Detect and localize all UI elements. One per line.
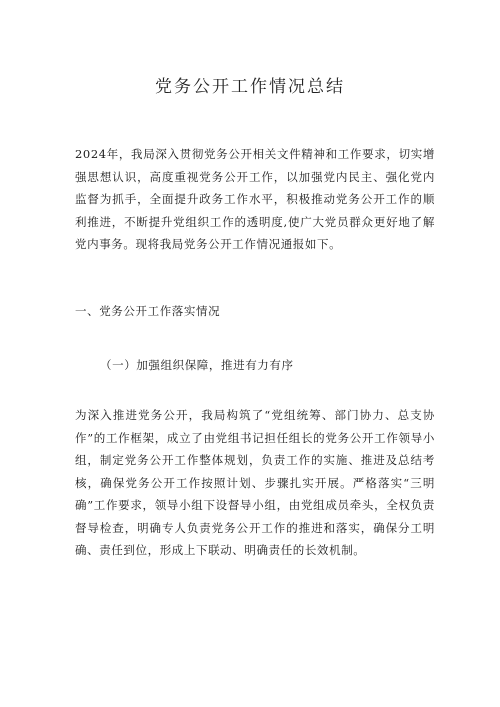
subsection-heading: （一）加强组织保障，推进有力有序 <box>100 358 294 372</box>
body-paragraph: 为深入推进党务公开，我局构筑了“党组统筹、部门协力、总支协作”的工作框架，成立了由党组书记担任组长的党务公开工作领导小组，制定党务公开工作整体规划，负责工作的实施、推进及总结考核，确保党务公开工作按照计划、步骤扎实开展。严格落实“三明确”工作要求，领导小组下设督导小组，由党组成员牵头，全权负责督导检查，明确专人负责党务公开工作的推进和落实，确保分工明确、责任到位，形成上下联动、明确责任的长效机制。 <box>75 408 435 557</box>
section-heading: 一、党务公开工作落实情况 <box>75 304 221 318</box>
document-title: 党务公开工作情况总结 <box>155 77 345 97</box>
intro-paragraph: 2024年，我局深入贯彻党务公开相关文件精神和工作要求，切实增强思想认识，高度重视党务公开工作，以加强党内民主、强化党内监督为抓手，全面提升政务工作水平，积极推动党务公开工作的顺利推进，不断提升党组织工作的透明度,使广大党员群众更好地了解党内事务。现将我局党务公开工作情况通报如下。 <box>75 147 435 251</box>
